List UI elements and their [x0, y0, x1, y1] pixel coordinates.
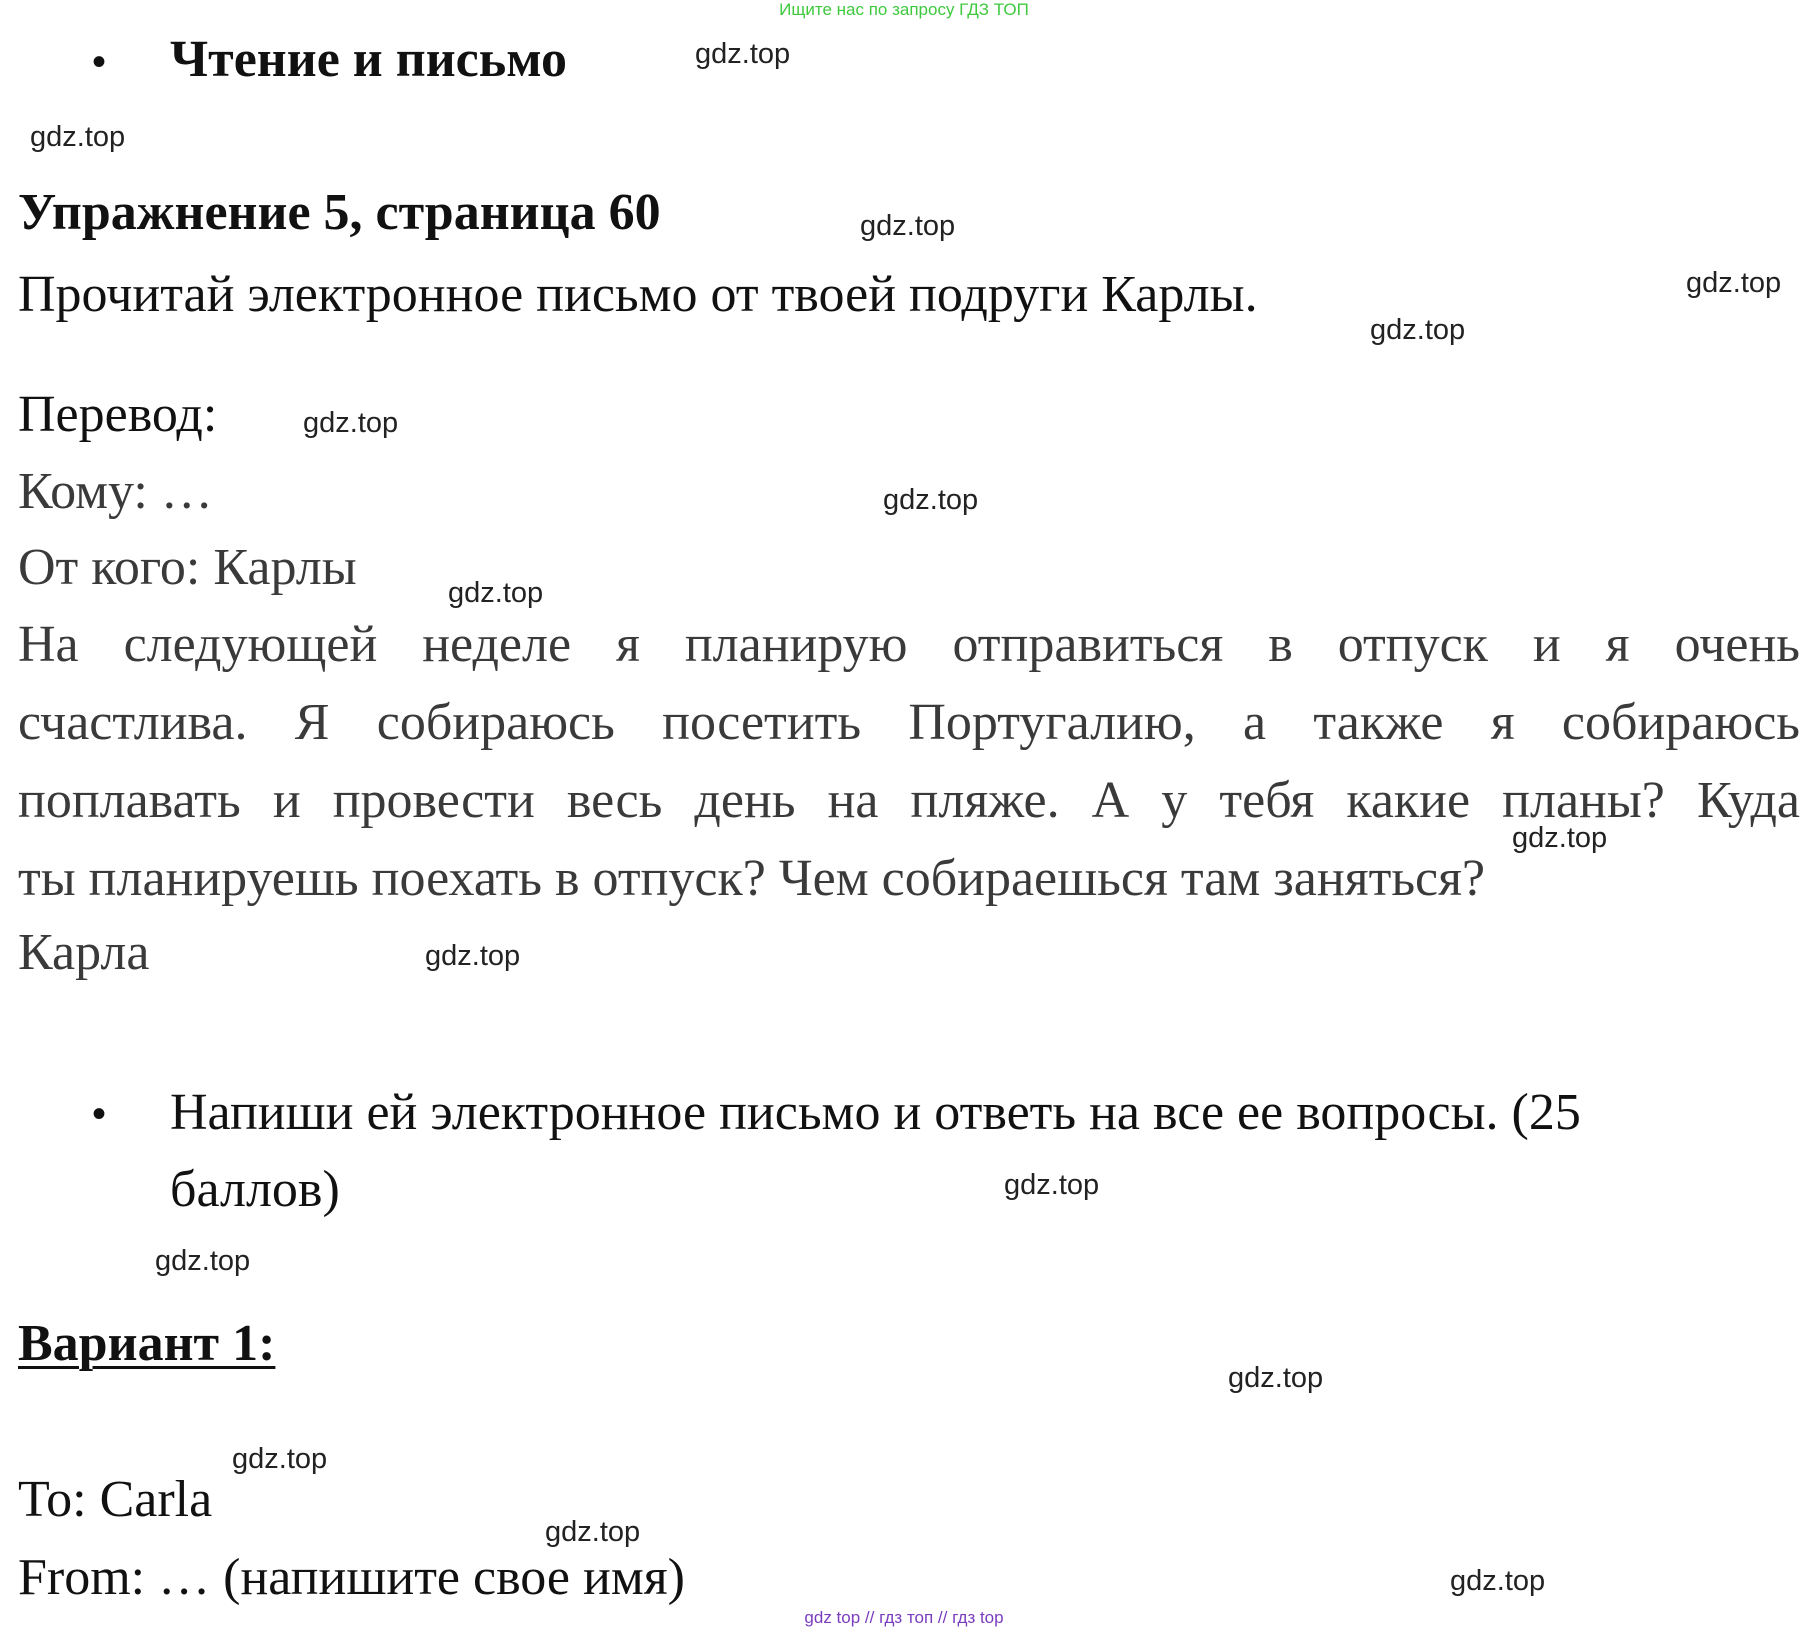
answer-from-line: From: … (напишите свое имя)	[18, 1549, 685, 1606]
watermark: gdz.top	[1686, 267, 1782, 299]
watermark: gdz.top	[1370, 314, 1466, 346]
watermark: gdz.top	[545, 1516, 641, 1548]
watermark: gdz.top	[883, 484, 979, 516]
watermark: gdz.top	[155, 1245, 251, 1277]
instruction-text: Прочитай электронное письмо от твоей подруги Карлы.	[18, 266, 1258, 323]
email-to-line: Кому: …	[18, 463, 213, 520]
section-heading: Чтение и письмо	[170, 31, 567, 88]
email-body-line: счастлива. Я собираюсь посетить Португалию, а также я собираюсь	[18, 694, 1800, 751]
watermark: gdz.top	[1450, 1565, 1546, 1597]
task-bullet: •	[92, 1092, 107, 1136]
top-search-banner: Ищите нас по запросу ГДЗ ТОП	[779, 0, 1029, 19]
email-body-line: ты планируешь поехать в отпуск? Чем собираешься там заняться?	[18, 850, 1486, 907]
email-body	[18, 606, 1800, 918]
translation-label: Перевод:	[18, 386, 218, 443]
watermark: gdz.top	[860, 210, 956, 242]
watermark: gdz.top	[303, 407, 399, 439]
email-from-line: От кого: Карлы	[18, 539, 357, 596]
answer-to-line: To: Carla	[18, 1471, 213, 1528]
watermark: gdz.top	[30, 121, 126, 153]
watermark: gdz.top	[448, 577, 544, 609]
watermark: gdz.top	[1004, 1169, 1100, 1201]
watermark: gdz.top	[1228, 1362, 1324, 1394]
section-bullet: •	[92, 40, 107, 84]
task-line-2: баллов)	[170, 1161, 340, 1218]
variant-title: Вариант 1:	[18, 1315, 276, 1372]
exercise-title: Упражнение 5, страница 60	[18, 184, 661, 241]
watermark: gdz.top	[695, 38, 791, 70]
email-signature: Карла	[18, 924, 150, 981]
email-body-line: поплавать и провести весь день на пляже. А у тебя какие планы? Куда	[18, 772, 1800, 829]
task-line-1: Напиши ей электронное письмо и ответь на все ее вопросы. (25	[170, 1084, 1581, 1141]
watermark: gdz.top	[425, 940, 521, 972]
watermark: gdz.top	[1512, 822, 1608, 854]
watermark: gdz.top	[232, 1443, 328, 1475]
bottom-links-banner[interactable]: gdz top // гдз топ // гдз top	[804, 1608, 1004, 1627]
email-body-line: На следующей неделе я планирую отправиться в отпуск и я очень	[18, 616, 1800, 673]
